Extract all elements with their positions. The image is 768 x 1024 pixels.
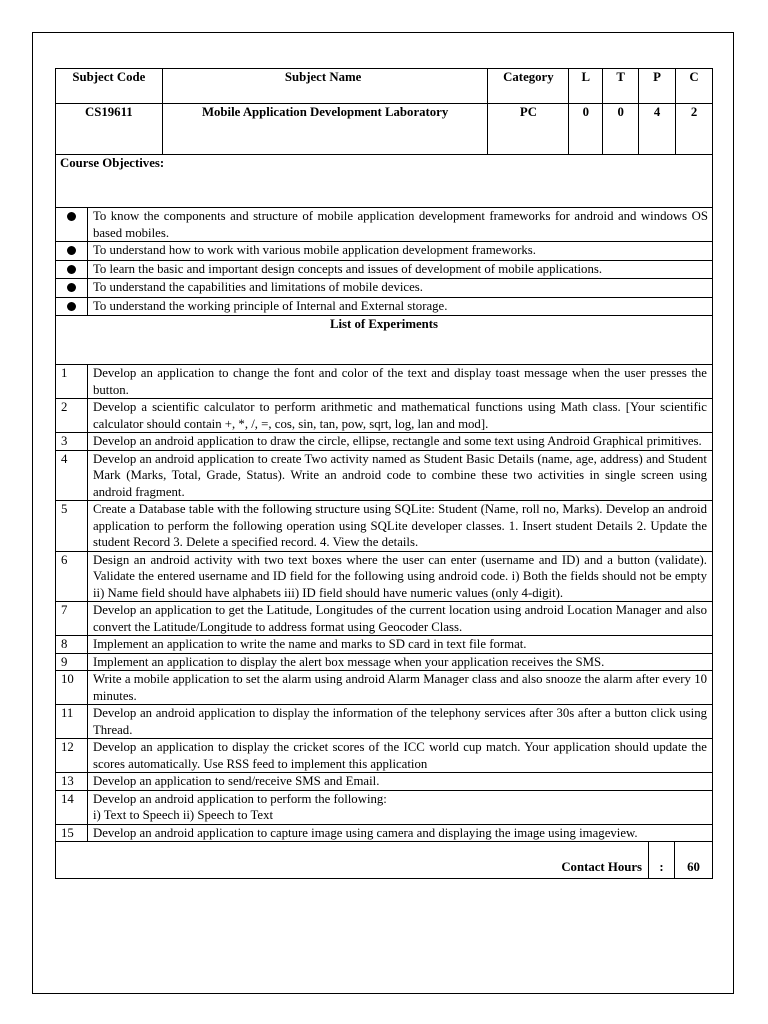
course-p: 4	[639, 104, 676, 155]
experiment-number: 7	[56, 602, 88, 636]
experiment-row	[56, 450, 713, 501]
experiment-number: 3	[56, 433, 88, 451]
experiment-text: Create a Database table with the following structure using SQLite: Student (Name, roll no, Marks). Develop an android application to perform the following operation using SQLite developer classes. 1. Insert student Details 2. Update the student Record 3. Delete a specified record. 4. View the details.	[87, 501, 712, 552]
experiment-number: 4	[56, 450, 88, 501]
objective-item	[56, 242, 713, 261]
objective-item	[56, 279, 713, 298]
experiment-row	[56, 501, 713, 552]
subject-name-header: Subject Name	[162, 69, 488, 104]
experiment-text: Develop an android application to create Two activity named as Student Basic Details (name, age, address) and Student Mark (Marks, Total, Grade, Status). Write an android code to combine these two activities in single screen using android fragment.	[87, 450, 712, 501]
objective-text: To understand the working principle of Internal and External storage.	[87, 297, 712, 316]
bullet-icon	[67, 246, 76, 255]
experiment-number: 14	[56, 790, 88, 824]
t-header: T	[603, 69, 639, 104]
experiment-text: Develop an application to change the font and color of the text and display toast message when the user presses the button.	[87, 365, 712, 399]
objective-item	[56, 260, 713, 279]
experiment-text: Write a mobile application to set the alarm using android Alarm Manager class and also snooze the alarm after every 10 minutes.	[87, 671, 712, 705]
contact-hours-colon: :	[648, 842, 674, 878]
experiment-row	[56, 790, 713, 824]
objective-text: To understand the capabilities and limitations of mobile devices.	[87, 279, 712, 298]
experiment-number: 15	[56, 824, 88, 842]
objective-text: To learn the basic and important design concepts and issues of development of mobile applications.	[87, 260, 712, 279]
bullet-icon	[67, 265, 76, 274]
experiment-text: Develop an android application to draw the circle, ellipse, rectangle and some text using Android Graphical primitives.	[87, 433, 712, 451]
experiment-row	[56, 773, 713, 791]
bullet-icon	[67, 302, 76, 311]
bullet-cell	[56, 242, 88, 261]
objective-item	[56, 208, 713, 242]
contact-hours-cell	[56, 842, 713, 879]
experiment-text: Develop an application to display the cricket scores of the ICC world cup match. Your application should update the scores automatically. Use RSS feed to implement this application	[87, 739, 712, 773]
experiment-text: Implement an application to display the alert box message when your application receives the SMS.	[87, 653, 712, 671]
experiment-text: Develop an android application to capture image using camera and displaying the image using imageview.	[87, 824, 712, 842]
p-header: P	[639, 69, 676, 104]
objective-item	[56, 297, 713, 316]
syllabus-table	[55, 68, 713, 879]
l-header: L	[569, 69, 603, 104]
contact-hours-label: Contact Hours	[561, 859, 642, 874]
experiment-row	[56, 433, 713, 451]
experiments-title-row	[56, 316, 713, 365]
experiment-text: Develop an android application to display the information of the telephony services after 30s after a button click using Thread.	[87, 705, 712, 739]
bullet-cell	[56, 297, 88, 316]
bullet-icon	[67, 283, 76, 292]
course-name: Mobile Application Development Laboratory	[162, 104, 488, 155]
experiment-row	[56, 551, 713, 602]
objectives-title: Course Objectives:	[56, 155, 713, 208]
objectives-title-row	[56, 155, 713, 208]
subject-code-header: Subject Code	[56, 69, 163, 104]
course-category: PC	[488, 104, 569, 155]
experiment-text	[87, 790, 712, 824]
experiment-number: 11	[56, 705, 88, 739]
course-l: 0	[569, 104, 603, 155]
experiment-text-line: Develop an android application to perform the following:	[92, 791, 387, 806]
experiment-number: 6	[56, 551, 88, 602]
bullet-cell	[56, 260, 88, 279]
experiment-row	[56, 365, 713, 399]
experiment-text-line: i) Text to Speech ii) Speech to Text	[92, 808, 274, 822]
experiment-number: 9	[56, 653, 88, 671]
bullet-cell	[56, 279, 88, 298]
experiments-title: List of Experiments	[56, 316, 713, 365]
objective-text: To know the components and structure of mobile application development frameworks for android and windows OS based mobiles.	[87, 208, 712, 242]
category-header: Category	[488, 69, 569, 104]
experiment-text: Implement an application to write the name and marks to SD card in text file format.	[87, 636, 712, 654]
experiment-number: 12	[56, 739, 88, 773]
experiment-row	[56, 739, 713, 773]
bullet-cell	[56, 208, 88, 242]
experiment-row	[56, 653, 713, 671]
bullet-icon	[67, 212, 76, 221]
experiment-row	[56, 705, 713, 739]
experiment-number: 5	[56, 501, 88, 552]
contact-hours	[56, 842, 712, 878]
course-c: 2	[676, 104, 713, 155]
contact-hours-value: 60	[674, 842, 712, 878]
experiment-number: 1	[56, 365, 88, 399]
experiment-row	[56, 824, 713, 842]
header-row	[56, 69, 713, 104]
experiment-row	[56, 602, 713, 636]
experiment-row	[56, 671, 713, 705]
experiment-number: 8	[56, 636, 88, 654]
c-header: C	[676, 69, 713, 104]
experiment-text: Develop an application to get the Latitude, Longitudes of the current location using android Location Manager and also convert the Latitude/Longitude to address format using Geocoder Class.	[87, 602, 712, 636]
experiment-text: Design an android activity with two text boxes where the user can enter (username and ID) and a button (validate). Validate the entered username and ID field for the following using android code. i) Both the fields should not be empty ii) Name field should have alphabets iii) ID field should have numeric values (only 4-digit).	[87, 551, 712, 602]
experiment-number: 13	[56, 773, 88, 791]
course-row	[56, 104, 713, 155]
experiment-row	[56, 399, 713, 433]
course-code: CS19611	[56, 104, 163, 155]
course-t: 0	[603, 104, 639, 155]
experiment-text: Develop an application to send/receive SMS and Email.	[87, 773, 712, 791]
objective-text: To understand how to work with various mobile application development frameworks.	[87, 242, 712, 261]
experiment-row	[56, 636, 713, 654]
experiment-text: Develop a scientific calculator to perform arithmetic and mathematical functions using Math class. [Your scientific calculator should contain +, *, /, =, cos, sin, tan, pow, sqrt, log, lan and mod].	[87, 399, 712, 433]
experiment-number: 10	[56, 671, 88, 705]
contact-hours-row	[56, 842, 713, 879]
experiment-number: 2	[56, 399, 88, 433]
